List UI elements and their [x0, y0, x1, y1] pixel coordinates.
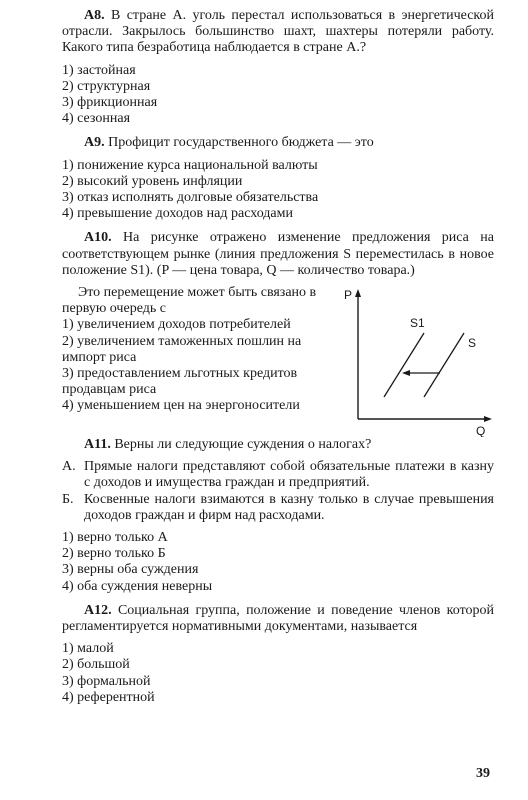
- question-text: На рисунке отражено изменение предложения риса на соответствующем рынке (линия предложения S переместилась в новое положение S1). (P — цена товара, Q — количество товара.): [62, 230, 494, 278]
- answer-options: [62, 317, 330, 414]
- question-a10: [62, 230, 494, 437]
- answer-option: 4) уменьшением цен на энергоносители: [62, 398, 300, 414]
- answer-option: 1) увеличением доходов потребителей: [62, 317, 291, 333]
- question-text: В стране А. уголь перестал использоваться в энергетической отрасли. Закрылось большинство шахт, шахтеры потеряли работу. Какого типа безработица наблюдается в стране А.?: [62, 8, 495, 56]
- statement: [62, 492, 494, 524]
- answer-option: 1) малой: [62, 641, 114, 657]
- statement-text: Прямые налоги представляют собой обязательные платежи в казну с доходов и имущества граждан и предприятий.: [84, 459, 494, 491]
- question-intro: Это перемещение может быть связано в первую очередь с: [62, 285, 317, 317]
- s1-line: [384, 333, 424, 397]
- answer-option: 3) отказ исполнять долговые обязательства: [62, 190, 319, 206]
- question-number: А12.: [84, 602, 112, 618]
- question-a12: [62, 603, 494, 706]
- statement-label: А.: [62, 459, 76, 475]
- answer-option: 2) структурная: [62, 78, 151, 94]
- answer-option: 3) формальной: [62, 673, 151, 689]
- statement-label: Б.: [62, 491, 74, 507]
- answer-option: 3) фрикционная: [62, 95, 158, 111]
- answer-option: 3) предоставлением льготных кредитов продавцам риса: [62, 366, 298, 398]
- q-axis-arrow: [484, 416, 492, 422]
- answer-option: 3) верны оба суждения: [62, 562, 199, 578]
- question-a9: [62, 135, 494, 222]
- answer-option: 4) превышение доходов над расходами: [62, 206, 293, 222]
- answer-option: 2) увеличением таможенных пошлин на импорт риса: [62, 333, 302, 365]
- p-axis-arrow: [355, 289, 361, 297]
- answer-option: 2) высокий уровень инфляции: [62, 173, 243, 189]
- answer-option: 4) референтной: [62, 689, 155, 705]
- question-a8: [62, 8, 494, 127]
- answer-option: 1) понижение курса национальной валюты: [62, 157, 318, 173]
- textbook-page: [62, 8, 494, 714]
- answer-option: 1) верно только А: [62, 530, 168, 546]
- answer-option: 2) большой: [62, 657, 130, 673]
- p-axis-label: P: [344, 288, 353, 303]
- s-line: [424, 333, 464, 397]
- answer-option: 1) застойная: [62, 62, 136, 78]
- question-number: А10.: [84, 230, 112, 246]
- statements: [62, 459, 494, 524]
- s1-label: S1: [410, 316, 425, 331]
- answer-option: 2) верно только Б: [62, 546, 166, 562]
- statement: [62, 459, 494, 491]
- question-a11: [62, 437, 494, 595]
- supply-shift-graph: [344, 287, 494, 437]
- answer-options: [62, 641, 494, 706]
- question-text: Верны ли следующие суждения о налогах?: [114, 437, 372, 453]
- s-label: S: [468, 336, 477, 351]
- answer-options: [62, 63, 494, 128]
- page-number: 39: [476, 766, 490, 781]
- question-number: А8.: [84, 8, 105, 23]
- statement-text: Косвенные налоги взимаются в казну только в случае превышения доходов граждан и фирм над расходами.: [84, 491, 494, 523]
- shift-arrow-head: [402, 370, 410, 376]
- question-number: А9.: [84, 135, 105, 151]
- question-text: Социальная группа, положение и поведение членов которой регламентируется нормативными документами, называется: [62, 602, 495, 635]
- answer-option: 4) сезонная: [62, 111, 131, 127]
- answer-option: 4) оба суждения неверны: [62, 578, 213, 594]
- answer-options: [62, 158, 494, 223]
- question-number: А11.: [84, 437, 111, 453]
- question-text: Профицит государственного бюджета — это: [108, 135, 374, 151]
- q-axis-label: Q: [476, 424, 486, 438]
- answer-options: [62, 530, 494, 595]
